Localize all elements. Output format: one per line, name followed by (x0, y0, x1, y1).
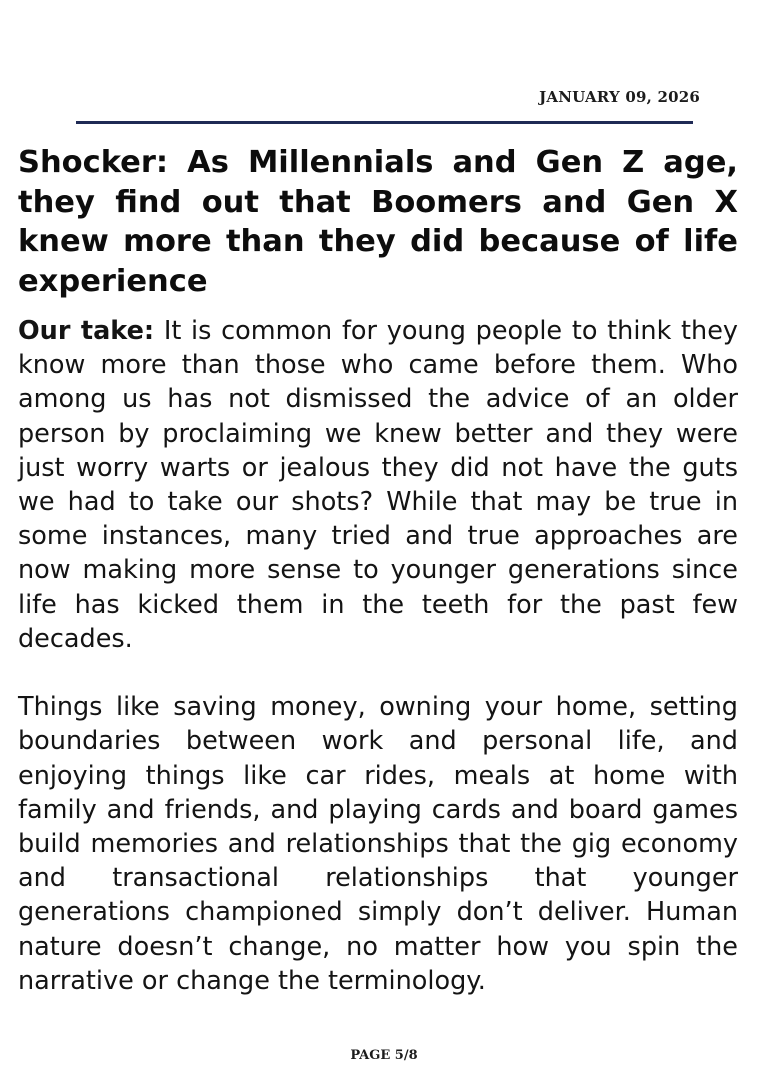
issue-date: JANUARY 09, 2026 (539, 88, 700, 106)
our-take-label: Our take: (18, 316, 155, 346)
header-divider (76, 121, 693, 124)
article-body (18, 314, 738, 998)
article-paragraph-1 (18, 314, 738, 656)
article-paragraph-2: Things like saving money, owning your home, setting boundaries between work and personal life, and enjoying things like car rides, meals at home with family and friends, and playing cards and board games build memories and relationships that the gig economy and transactional relationships that younger generations championed simply don’t deliver. Human nature doesn’t change, no matter how you spin the narrative or change the terminology. (18, 692, 738, 996)
paragraph-1-text: It is common for young people to think they know more than those who came before them. Who among us has not dismissed the advice of an older person by proclaiming we knew better and they were just worry warts or jealous they did not have the guts we had to take our shots? While that may be true in some instances, many tried and true approaches are now making more sense to younger generations since life has kicked them in the teeth for the past few decades. (18, 316, 738, 654)
article-headline: Shocker: As Millennials and Gen Z age, they find out that Boomers and Gen X knew more than they did because of life experience (18, 145, 738, 299)
page-number: PAGE 5/8 (350, 1048, 418, 1063)
